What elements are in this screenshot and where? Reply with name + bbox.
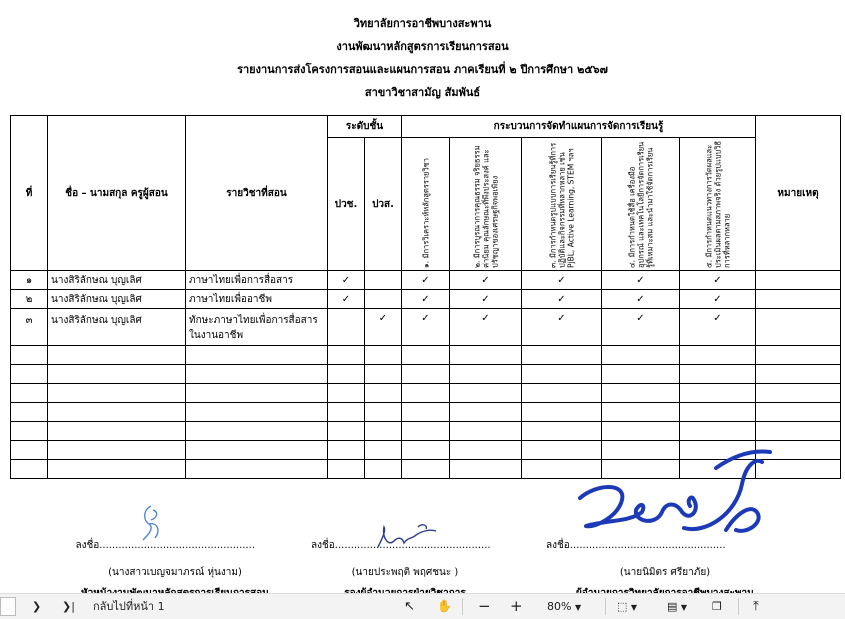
- empty-cell: [365, 365, 402, 384]
- process-5-header: ๕. มีการกำหนดแนวทางการวัดผลและประเมินผลตามสภาพจริง ด้วยรูปแบบวิธีการที่หลากหลาย: [680, 138, 756, 271]
- row-check-1: ✓: [402, 271, 450, 290]
- empty-cell: [328, 422, 365, 441]
- empty-cell: [756, 365, 841, 384]
- empty-cell: [186, 346, 328, 365]
- title-report: รายงานการส่งโครงการสอนและแผนการสอน ภาคเรียนที่ ๒ ปีการศึกษา ๒๕๖๗: [237, 63, 608, 76]
- empty-cell: [186, 460, 328, 479]
- next-page-icon[interactable]: ❯: [32, 600, 42, 613]
- empty-cell: [48, 441, 186, 460]
- col-process-header: กระบวนการจัดทำแผนการจัดการเรียนรู้: [402, 116, 756, 138]
- empty-cell: [11, 365, 48, 384]
- rotate-icon[interactable]: ❐: [712, 600, 722, 613]
- empty-cell: [402, 441, 450, 460]
- empty-cell: [328, 384, 365, 403]
- row-check-4: ✓: [602, 290, 680, 309]
- zoom-out-icon[interactable]: −: [478, 597, 491, 615]
- zoom-value: 80%: [547, 600, 572, 613]
- empty-cell: [680, 346, 756, 365]
- row-level-1: [328, 309, 365, 346]
- empty-cell: [450, 346, 522, 365]
- row-check-5: ✓: [680, 309, 756, 346]
- empty-cell: [186, 365, 328, 384]
- row-level-2: [365, 290, 402, 309]
- empty-cell: [680, 365, 756, 384]
- row-teacher: นางสิริลักษณ บุญเลิศ: [48, 271, 186, 290]
- empty-cell: [365, 384, 402, 403]
- empty-cell: [450, 384, 522, 403]
- row-level-2: ✓: [365, 309, 402, 346]
- fit-page-icon[interactable]: ⬚ ▼: [617, 600, 638, 613]
- signature-block-3: [530, 538, 800, 601]
- empty-cell: [602, 422, 680, 441]
- row-check-2: ✓: [450, 290, 522, 309]
- empty-cell: [48, 403, 186, 422]
- signature-line: ลงชื่อ.................................................: [311, 540, 491, 551]
- empty-cell: [11, 384, 48, 403]
- row-no: ๓: [11, 309, 48, 346]
- row-check-3: ✓: [522, 309, 602, 346]
- empty-table-row: [11, 384, 841, 403]
- empty-cell: [186, 422, 328, 441]
- empty-cell: [522, 346, 602, 365]
- title-department: งานพัฒนาหลักสูตรการเรียนการสอน: [336, 40, 509, 53]
- signature-block-1: [55, 538, 295, 601]
- empty-cell: [365, 403, 402, 422]
- empty-cell: [365, 460, 402, 479]
- empty-cell: [522, 365, 602, 384]
- row-level-1: ✓: [328, 290, 365, 309]
- empty-cell: [602, 403, 680, 422]
- empty-cell: [680, 422, 756, 441]
- row-check-5: ✓: [680, 271, 756, 290]
- empty-cell: [522, 403, 602, 422]
- row-check-3: ✓: [522, 290, 602, 309]
- empty-cell: [756, 422, 841, 441]
- row-check-2: ✓: [450, 309, 522, 346]
- row-level-2: [365, 271, 402, 290]
- process-3-header: ๓. มีการกำหนดรูปแบบการเรียนรู้ที่การปฏิบัติและกิจกรรมที่หลากหลาย เช่น PjBL, Active Learning, STEM ฯลฯ: [522, 138, 602, 271]
- empty-cell: [522, 384, 602, 403]
- process-1-header: ๑. มีการวิเคราะห์หลักสูตรรายวิชา: [402, 138, 450, 271]
- empty-table-row: [11, 346, 841, 365]
- empty-cell: [48, 460, 186, 479]
- empty-cell: [48, 384, 186, 403]
- empty-table-row: [11, 422, 841, 441]
- signature-block-2: [295, 538, 515, 601]
- row-check-3: ✓: [522, 271, 602, 290]
- empty-cell: [402, 460, 450, 479]
- row-subject: ภาษาไทยเพื่อการสื่อสาร: [186, 271, 328, 290]
- empty-cell: [402, 403, 450, 422]
- row-remark: [756, 309, 841, 346]
- empty-cell: [48, 346, 186, 365]
- row-check-5: ✓: [680, 290, 756, 309]
- page-view-icon[interactable]: ▤ ▼: [667, 600, 688, 613]
- empty-cell: [522, 422, 602, 441]
- row-teacher: นางสิริลักษณ บุญเลิศ: [48, 309, 186, 346]
- empty-cell: [450, 422, 522, 441]
- row-check-4: ✓: [602, 271, 680, 290]
- empty-cell: [11, 346, 48, 365]
- empty-cell: [450, 403, 522, 422]
- process-2-header: ๒. มีการบูรณาการคุณธรรม จริยธรรม ค่านิยม คุณลักษณะที่พึงประสงค์ และปรัชญาของเศรษฐกิจพอเพียง: [450, 138, 522, 271]
- report-table: [10, 115, 841, 479]
- chevron-down-icon: ▼: [574, 603, 582, 612]
- last-page-icon[interactable]: ❯|: [62, 600, 75, 613]
- signature-line: ลงชื่อ.................................................: [546, 540, 726, 551]
- row-check-1: ✓: [402, 290, 450, 309]
- level-vocational-cert: ปวช.: [328, 138, 365, 271]
- row-check-1: ✓: [402, 309, 450, 346]
- pdf-viewer-toolbar: [0, 593, 845, 619]
- empty-cell: [328, 365, 365, 384]
- empty-cell: [11, 460, 48, 479]
- empty-cell: [756, 346, 841, 365]
- empty-cell: [402, 365, 450, 384]
- empty-cell: [402, 384, 450, 403]
- empty-cell: [48, 365, 186, 384]
- title-program: สาขาวิชาสามัญ สัมพันธ์: [364, 86, 481, 99]
- empty-cell: [328, 403, 365, 422]
- empty-cell: [602, 365, 680, 384]
- empty-cell: [756, 403, 841, 422]
- empty-cell: [11, 422, 48, 441]
- empty-cell: [680, 403, 756, 422]
- table-row: [11, 309, 841, 346]
- col-name-header: ชื่อ – นามสกุล ครูผู้สอน: [48, 116, 186, 271]
- col-level-header: ระดับชั้น: [328, 116, 402, 138]
- col-no-header: ที่: [11, 116, 48, 271]
- empty-cell: [365, 441, 402, 460]
- share-icon[interactable]: ⤒: [753, 599, 759, 614]
- row-check-4: ✓: [602, 309, 680, 346]
- empty-cell: [328, 460, 365, 479]
- signature-3-scribble: [566, 444, 786, 544]
- row-no: ๒: [11, 290, 48, 309]
- empty-cell: [48, 422, 186, 441]
- empty-cell: [450, 365, 522, 384]
- empty-cell: [186, 441, 328, 460]
- empty-cell: [11, 403, 48, 422]
- level-high-vocational-cert: ปวส.: [365, 138, 402, 271]
- toolbar-divider: [738, 598, 739, 615]
- empty-cell: [680, 384, 756, 403]
- empty-cell: [402, 346, 450, 365]
- empty-cell: [328, 441, 365, 460]
- zoom-level-select[interactable]: [547, 598, 581, 615]
- row-no: ๑: [11, 271, 48, 290]
- empty-cell: [365, 422, 402, 441]
- back-to-page-link[interactable]: กลับไปที่หน้า 1: [93, 600, 165, 613]
- empty-cell: [602, 346, 680, 365]
- toolbar-divider: [605, 598, 606, 615]
- signer-name: (นายประพฤติ พฤศชนะ ): [351, 567, 459, 578]
- empty-table-row: [11, 365, 841, 384]
- zoom-in-icon[interactable]: +: [510, 597, 523, 615]
- empty-cell: [11, 441, 48, 460]
- signer-name: (นายนิมิตร ศรียาภัย): [619, 567, 711, 578]
- table-row: [11, 290, 841, 309]
- signature-line: ลงชื่อ.................................................: [75, 540, 255, 551]
- process-4-header: ๔. มีการกำหนดใช้สื่อ เครื่องมือ อุปกรณ์ และเทคโนโลยีการจัดการเรียนรู้ที่เหมาะสม และนำมาใช้จัดการเรียน: [602, 138, 680, 271]
- empty-cell: [365, 346, 402, 365]
- row-subject: ทักษะภาษาไทยเพื่อการสื่อสารในงานอาชีพ: [186, 309, 328, 346]
- table-row: [11, 271, 841, 290]
- empty-cell: [450, 441, 522, 460]
- select-cursor-icon[interactable]: ↖: [404, 599, 415, 614]
- col-remark-header: หมายเหตุ: [756, 116, 841, 271]
- row-remark: [756, 271, 841, 290]
- empty-cell: [402, 422, 450, 441]
- page-number-input[interactable]: [0, 597, 16, 616]
- empty-cell: [186, 384, 328, 403]
- empty-cell: [602, 384, 680, 403]
- empty-cell: [328, 346, 365, 365]
- row-teacher: นางสิริลักษณ บุญเลิศ: [48, 290, 186, 309]
- row-remark: [756, 290, 841, 309]
- col-subject-header: รายวิชาที่สอน: [186, 116, 328, 271]
- empty-cell: [756, 384, 841, 403]
- signer-name: (นางสาวเบญจมาภรณ์ หุ่นงาม): [108, 567, 242, 578]
- toolbar-divider: [462, 598, 463, 615]
- hand-tool-icon[interactable]: ✋: [437, 599, 452, 613]
- row-check-2: ✓: [450, 271, 522, 290]
- row-subject: ภาษาไทยเพื่ออาชีพ: [186, 290, 328, 309]
- row-level-1: ✓: [328, 271, 365, 290]
- empty-table-row: [11, 403, 841, 422]
- title-college: วิทยาลัยการอาชีพบางสะพาน: [353, 17, 492, 30]
- empty-cell: [450, 460, 522, 479]
- empty-cell: [186, 403, 328, 422]
